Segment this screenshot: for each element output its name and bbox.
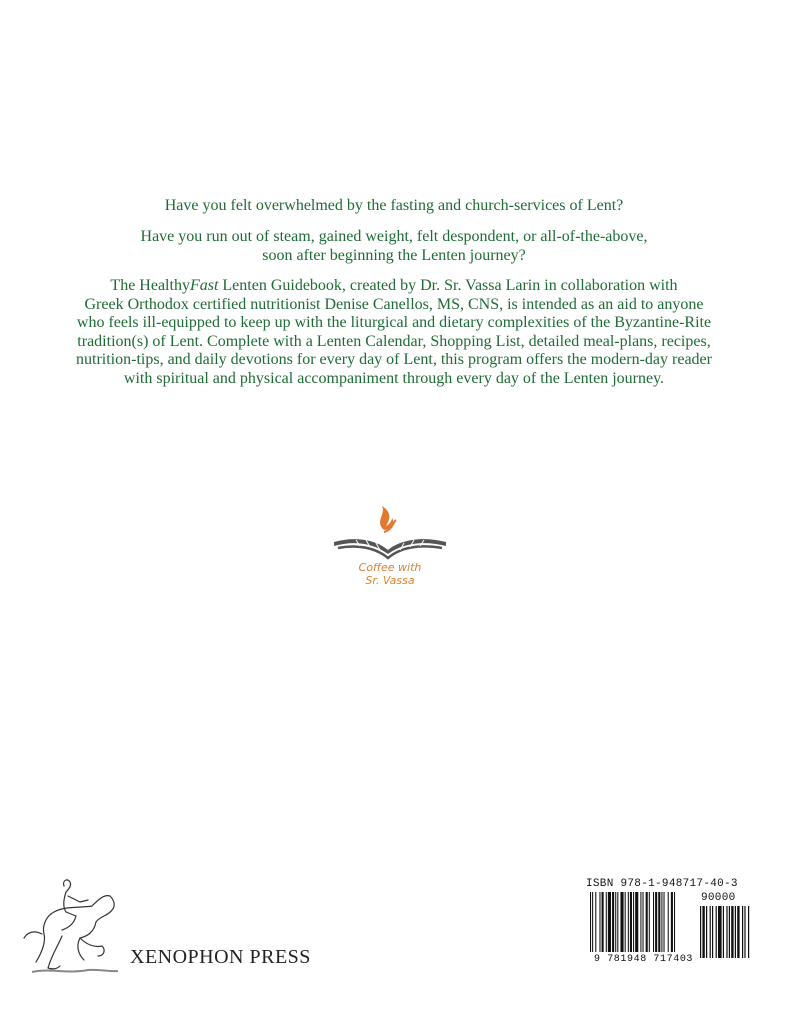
barcode-bar — [655, 892, 657, 952]
paragraph-line-4: tradition(s) of Lent. Complete with a Lenten Calendar, Shopping List, detailed meal-plans, recipes, — [77, 332, 711, 350]
logo-text-line-2: Sr. Vassa — [365, 574, 415, 587]
barcode-bar — [640, 892, 641, 952]
barcode-bar — [674, 892, 675, 952]
paragraph-line-2: Greek Orthodox certified nutritionist Denise Canellos, MS, CNS, is intended as an aid to anyone — [84, 295, 704, 313]
addon-bar — [748, 906, 749, 958]
publisher-name: XENOPHON PRESS — [130, 946, 311, 968]
isbn-label: ISBN 978-1-948717-40-3 — [586, 878, 738, 890]
addon-bar — [735, 906, 736, 958]
barcode-bar — [602, 892, 604, 952]
addon-bar — [737, 906, 739, 958]
barcode-bar — [668, 892, 669, 952]
barcode-bar — [643, 892, 644, 952]
blurb-question-1: Have you felt overwhelmed by the fasting and church-services of Lent? — [164, 197, 624, 214]
addon-bar — [729, 906, 730, 958]
addon-bar — [723, 906, 724, 958]
barcode-bar — [599, 892, 600, 952]
barcode-bar — [612, 892, 614, 952]
barcode-bar — [630, 892, 632, 952]
addon-bar — [731, 906, 733, 958]
para-text-pre: The Healthy — [110, 277, 190, 294]
barcode-bar — [615, 892, 616, 952]
addon-bar — [710, 906, 711, 958]
open-book-flame-icon — [326, 500, 454, 564]
ean5-digits: 90000 — [701, 892, 736, 904]
isbn-barcode — [584, 878, 754, 970]
barcode-bar — [653, 892, 654, 952]
barcode-bar — [590, 892, 591, 952]
addon-bar — [718, 906, 722, 958]
question-2-line-2: soon after beginning the Lenten journey? — [262, 247, 526, 264]
barcode-bar — [635, 892, 638, 952]
addon-bar — [706, 906, 707, 958]
paragraph-line-3: who feels ill-equipped to keep up with the liturgical and dietary complexities of the Byzantine-Rite — [76, 314, 712, 332]
coffee-with-sr-vassa-logo — [326, 500, 454, 596]
question-2-line-1: Have you run out of steam, gained weight, felt despondent, or all-of-the-above, — [140, 228, 648, 245]
addon-bar — [712, 906, 713, 958]
barcode-bar — [646, 892, 648, 952]
barcode-bar — [625, 892, 626, 952]
addon-bar — [742, 906, 743, 958]
barcode-bar — [592, 892, 593, 952]
barcode-bar — [649, 892, 650, 952]
logo-text-line-1: Coffee with — [358, 561, 422, 574]
barcode-bar — [658, 892, 660, 952]
addon-bar — [702, 906, 704, 958]
para-text-post: Lenten Guidebook, created by Dr. Sr. Vassa Larin in collaboration with — [218, 277, 678, 294]
barcode-bar — [608, 892, 611, 952]
horse-rider-icon — [18, 876, 130, 988]
barcode-bar — [620, 892, 623, 952]
addon-bar — [744, 906, 745, 958]
addon-bar — [700, 906, 701, 958]
blurb-question-2 — [0, 227, 788, 265]
barcode-bar — [628, 892, 629, 952]
para-text-italic: Fast — [189, 277, 219, 294]
barcode-bar — [617, 892, 618, 952]
paragraph-line-1 — [0, 277, 788, 296]
addon-bar — [726, 906, 727, 958]
barcode-bar — [661, 892, 662, 952]
paragraph-line-6: with spiritual and physical accompaniment through every day of the Lenten journey. — [123, 369, 665, 387]
barcode-bar — [664, 892, 665, 952]
paragraph-line-5: nutrition-tips, and daily devotions for every day of Lent, this program offers the modern-day reader — [76, 351, 712, 369]
barcode-bar — [633, 892, 634, 952]
ean13-digits: 9 781948 717403 — [594, 954, 694, 965]
barcode-bar — [595, 892, 596, 952]
barcode-bar — [671, 892, 673, 952]
barcode-bar — [606, 892, 607, 952]
blurb-paragraph — [0, 277, 788, 389]
addon-bar — [716, 906, 717, 958]
